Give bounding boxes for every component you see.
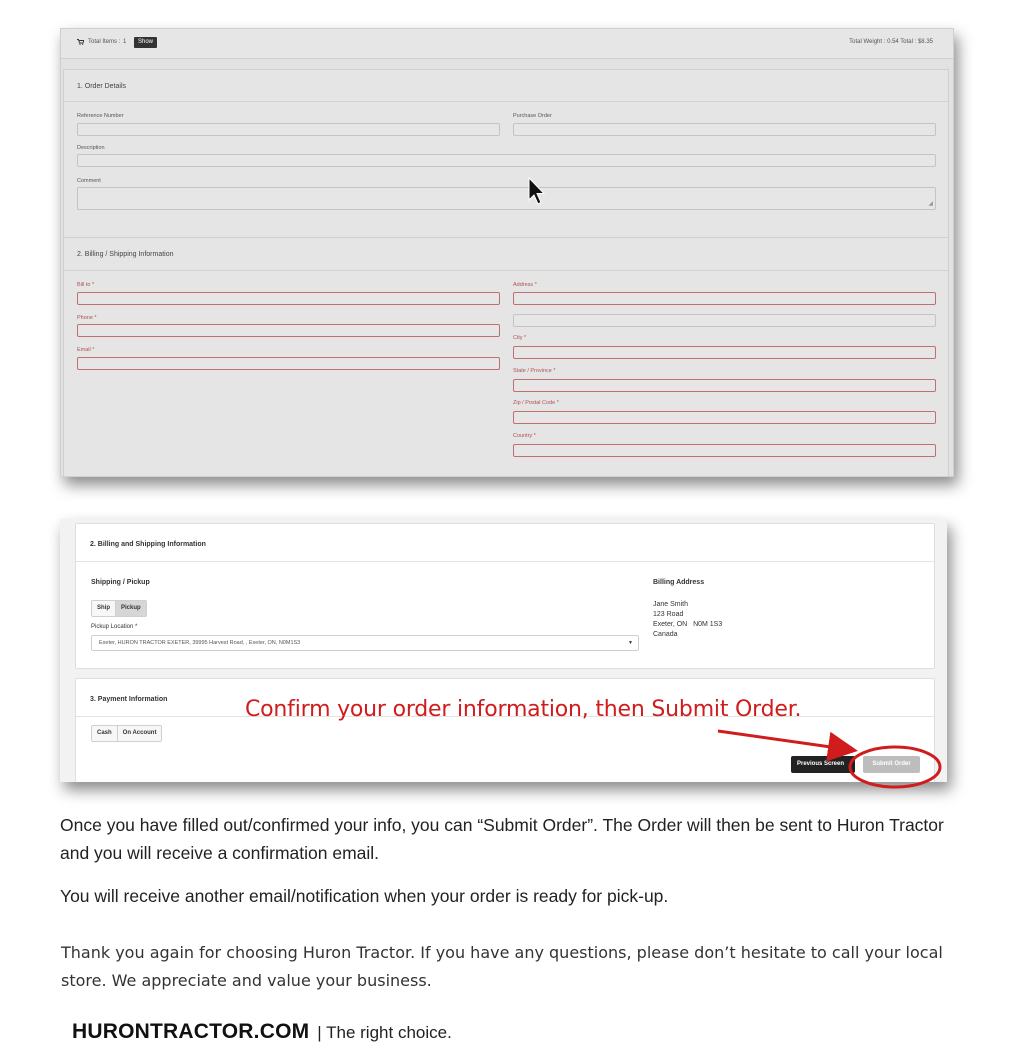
- divider: [64, 101, 948, 102]
- submit-order-button[interactable]: Submit Order: [863, 756, 920, 773]
- divider: [76, 561, 934, 562]
- notification-paragraph: You will receive another email/notification when your order is ready for pick-up.: [60, 886, 669, 906]
- footer-brand: [72, 1020, 452, 1044]
- divider: [64, 270, 948, 271]
- bill-to-label: Bill to *: [77, 282, 95, 288]
- description-label: Description: [77, 145, 105, 151]
- resize-grip-icon[interactable]: ◢: [928, 201, 933, 207]
- phone-label: Phone *: [77, 315, 97, 321]
- thank-you-paragraph: Thank you again for choosing Huron Tractor. If you have any questions, please don’t hesitate to call your local store. We appreciate and value your business.: [61, 943, 943, 990]
- pickup-location-select[interactable]: [91, 635, 639, 651]
- billing-address-line: Exeter, ON N0M 1S3: [653, 621, 723, 628]
- dropdown-caret-icon: ▼: [628, 640, 633, 646]
- order-details-title: 1. Order Details: [77, 83, 127, 90]
- payment-method-toggle: [91, 725, 162, 742]
- on-account-option[interactable]: On Account: [117, 726, 162, 741]
- ship-option[interactable]: Ship: [92, 601, 115, 616]
- ship-pickup-toggle: [91, 600, 147, 617]
- weight-total-summary: Total Weight : 0.54 Total : $8.35: [849, 39, 933, 45]
- comment-label: Comment: [77, 178, 101, 184]
- state-province-input[interactable]: [513, 379, 936, 392]
- total-items-label: Total Items :: [88, 39, 121, 45]
- reference-number-input[interactable]: [77, 123, 500, 136]
- brand-tagline: | The right choice.: [317, 1023, 452, 1042]
- purchase-order-label: Purchase Order: [513, 113, 552, 119]
- state-province-label: State / Province *: [513, 368, 556, 374]
- shipping-pickup-title: Shipping / Pickup: [91, 579, 150, 586]
- city-input[interactable]: [513, 346, 936, 359]
- billing-shipping-card-title: 2. Billing and Shipping Information: [90, 541, 206, 548]
- city-label: City *: [513, 335, 527, 341]
- order-form-screenshot: [60, 28, 954, 477]
- address-input[interactable]: [513, 292, 936, 305]
- billing-shipping-title: 2. Billing / Shipping Information: [77, 251, 174, 258]
- total-items-count: 1: [123, 39, 127, 45]
- cart-summary-bar: [61, 29, 953, 59]
- show-cart-button[interactable]: Show: [134, 37, 157, 48]
- billing-shipping-card: [75, 523, 935, 669]
- country-label: Country *: [513, 433, 536, 439]
- annotation-callout: Confirm your order information, then Submit Order.: [245, 697, 802, 722]
- pickup-location-label: Pickup Location *: [91, 624, 138, 630]
- brand-name: HURONTRACTOR.COM: [72, 1020, 310, 1043]
- billing-shipping-panel: [63, 237, 949, 477]
- pickup-location-value: Exeter, HURON TRACTOR EXETER, 39995 Harvest Road, , Exeter, ON, N0M1S3: [99, 640, 301, 646]
- billing-address-line: 123 Road: [653, 611, 684, 618]
- address-line2-input[interactable]: [513, 314, 936, 327]
- order-details-panel: [63, 69, 949, 258]
- address-label: Address *: [513, 282, 537, 288]
- order-confirm-screenshot: [60, 519, 947, 782]
- zip-postal-label: Zip / Postal Code *: [513, 400, 559, 406]
- comment-textarea[interactable]: [77, 187, 936, 210]
- billing-address-title: Billing Address: [653, 579, 705, 586]
- country-input[interactable]: [513, 444, 936, 457]
- previous-screen-button[interactable]: Previous Screen: [791, 756, 855, 773]
- reference-number-label: Reference Number: [77, 113, 124, 119]
- billing-address-line: Jane Smith: [653, 601, 689, 608]
- pickup-option[interactable]: Pickup: [115, 601, 146, 616]
- billing-address-line: Canada: [653, 631, 678, 638]
- email-label: Email *: [77, 347, 95, 353]
- mouse-pointer-icon: [528, 177, 546, 207]
- phone-input[interactable]: [77, 324, 500, 337]
- cash-option[interactable]: Cash: [92, 726, 117, 741]
- submit-instructions-paragraph: Once you have filled out/confirmed your info, you can “Submit Order”. The Order will then be sent to Huron Tractor and you will receive a confirmation email.: [60, 815, 944, 863]
- cart-icon: [77, 39, 84, 45]
- zip-postal-input[interactable]: [513, 411, 936, 424]
- purchase-order-input[interactable]: [513, 123, 936, 136]
- payment-title: 3. Payment Information: [90, 696, 168, 703]
- email-input[interactable]: [77, 357, 500, 370]
- description-input[interactable]: [77, 154, 936, 167]
- bill-to-input[interactable]: [77, 292, 500, 305]
